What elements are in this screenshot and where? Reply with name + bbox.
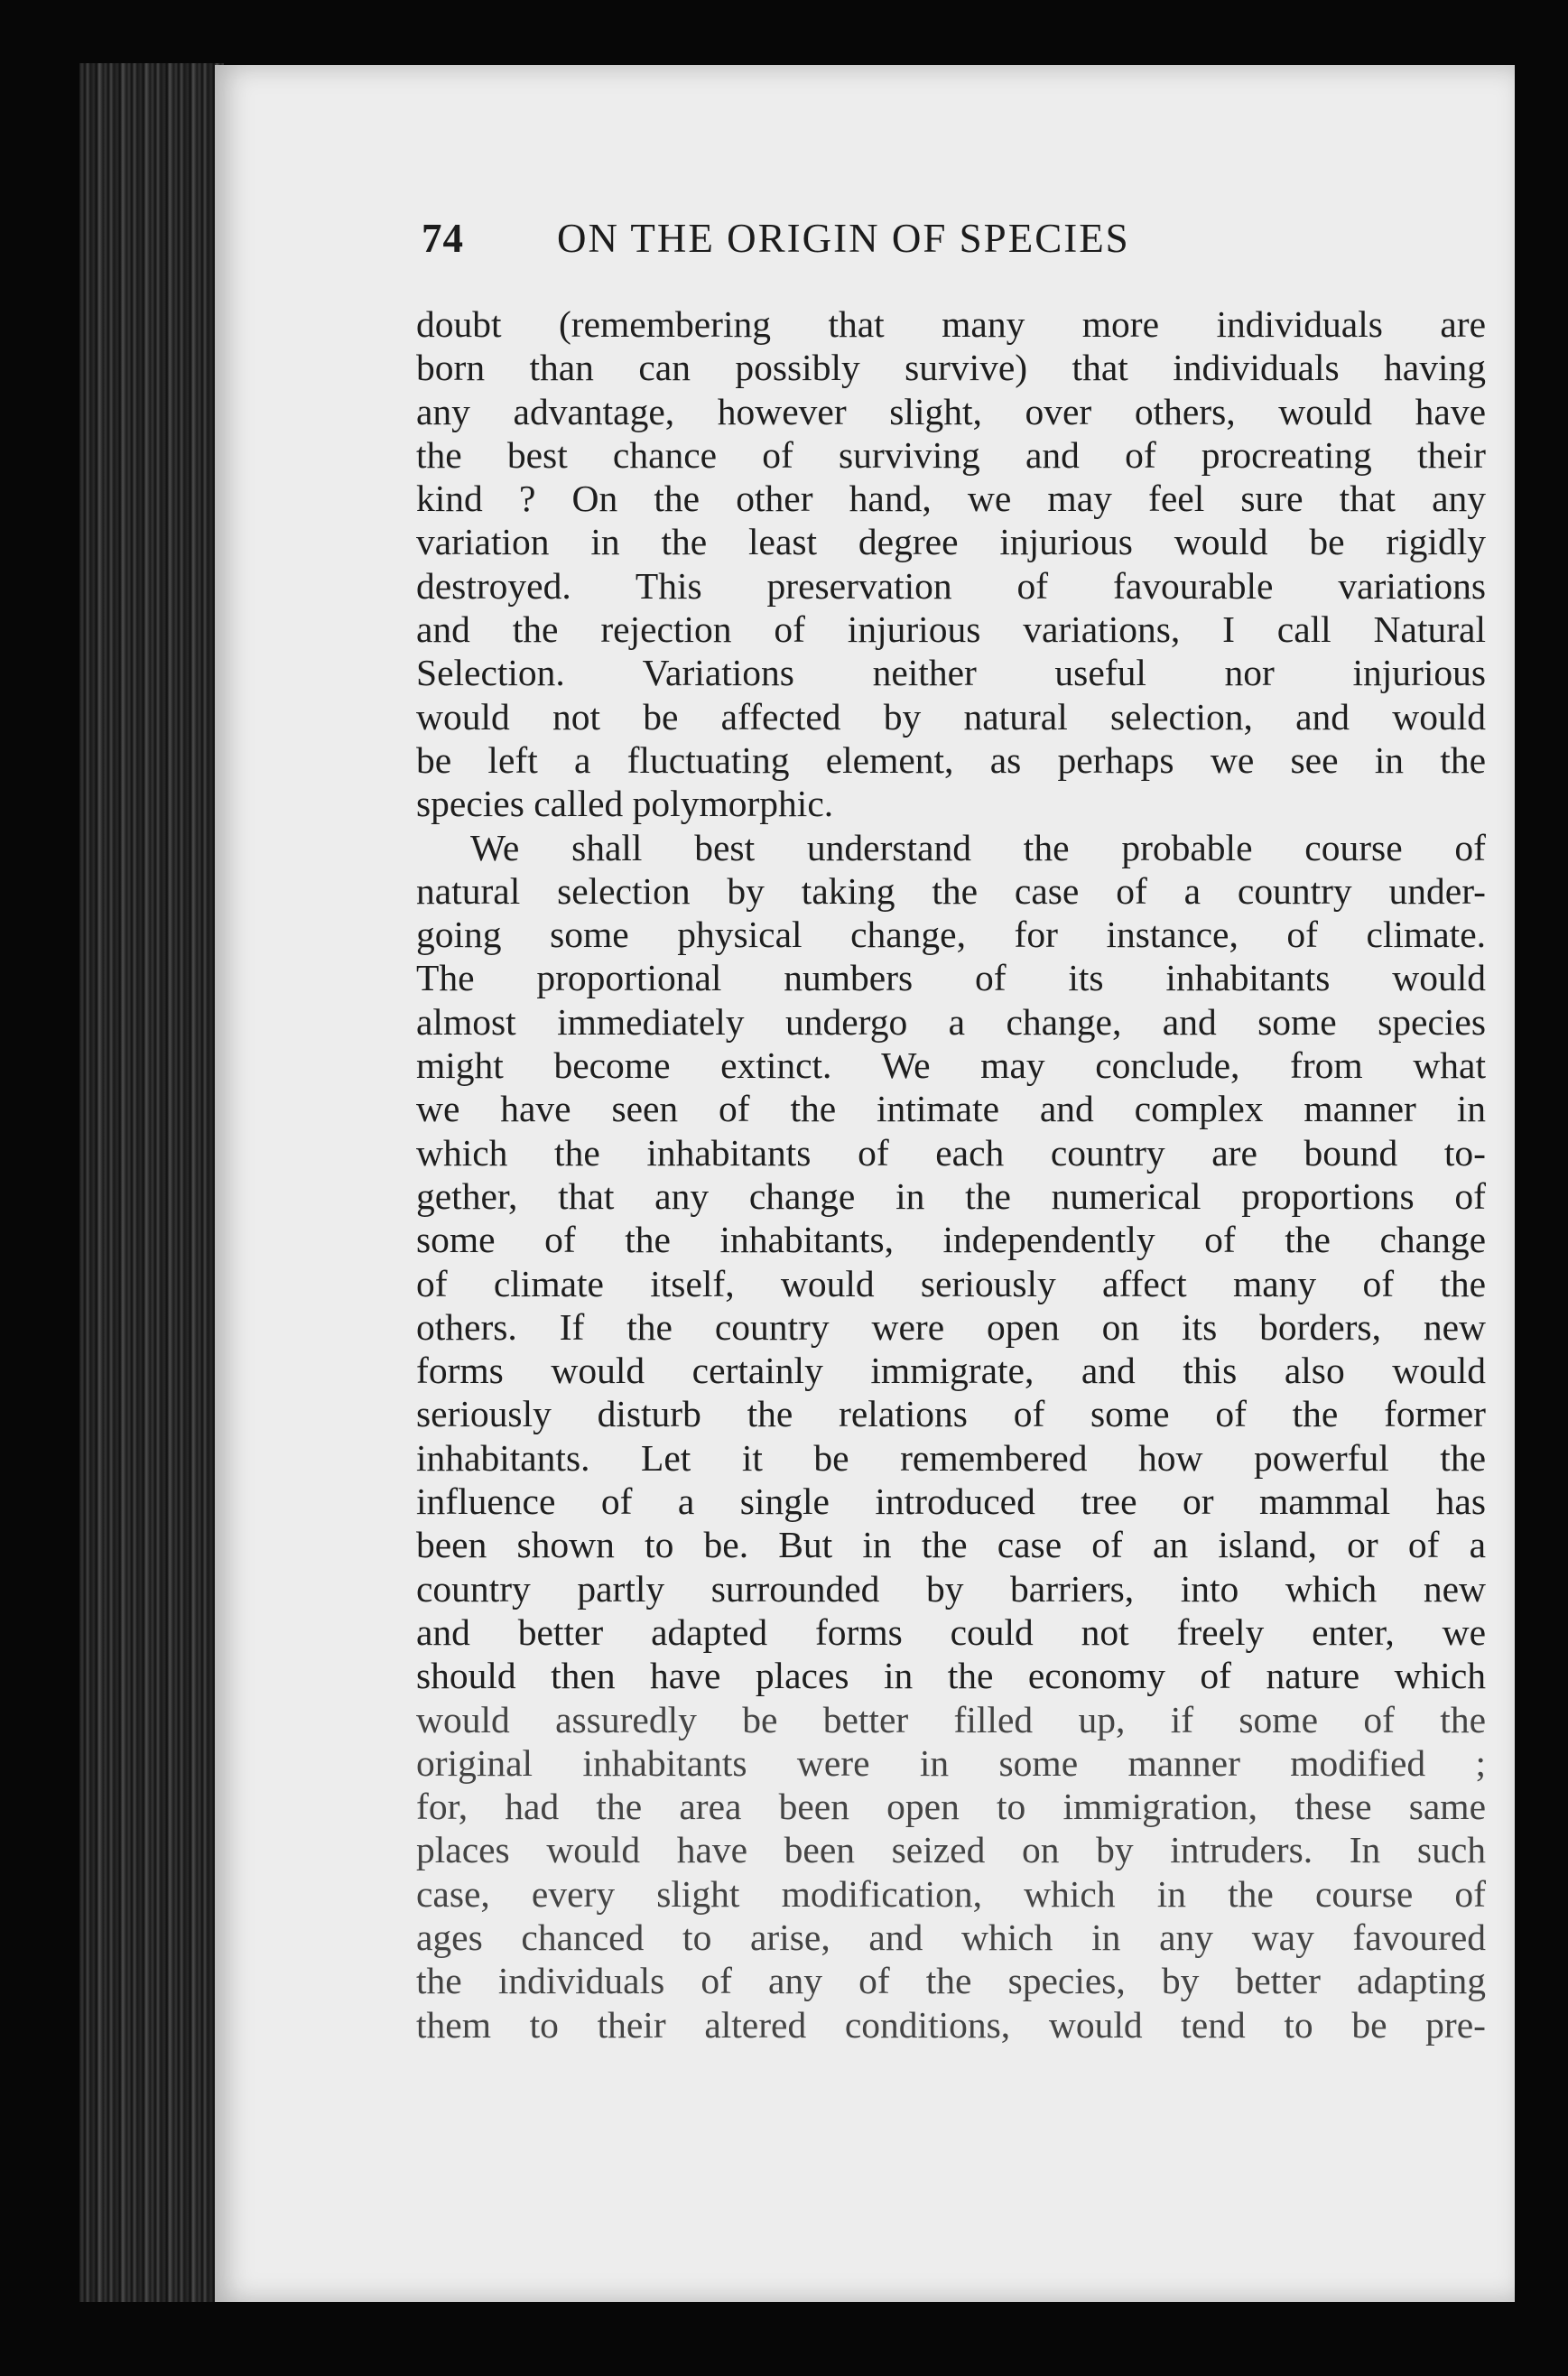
text-line: which the inhabitants of each country are bound to- [416, 1131, 1486, 1174]
text-line: would assuredly be better filled up, if some of the [416, 1698, 1486, 1740]
text-line: almost immediately undergo a change, and some species [416, 1000, 1486, 1043]
text-line: places would have been seized on by intruders. In such [416, 1829, 1486, 1871]
text-line: going some physical change, for instance, of climate. [416, 914, 1486, 956]
text-line: country partly surrounded by barriers, into which new [416, 1567, 1486, 1610]
paragraph-2 [416, 826, 1486, 2047]
page-number: 74 [422, 216, 464, 261]
text-line: should then have places in the economy of nature which [416, 1655, 1486, 1697]
text-line: of climate itself, would seriously affect many of the [416, 1262, 1486, 1304]
text-line: the individuals of any of the species, by better adapting [416, 1960, 1486, 2002]
text-line: inhabitants. Let it be remembered how powerful the [416, 1436, 1486, 1479]
text-line: the best chance of surviving and of procreating their [416, 433, 1486, 476]
text-line: others. If the country were open on its borders, new [416, 1305, 1486, 1348]
text-line: Selection. Variations neither useful nor injurious [416, 652, 1486, 694]
text-line: gether, that any change in the numerical proportions of [416, 1174, 1486, 1217]
text-line: for, had the area been open to immigration, these same [416, 1786, 1486, 1828]
text-line: original inhabitants were in some manner modified ; [416, 1741, 1486, 1784]
text-line: any advantage, however slight, over others, would have [416, 390, 1486, 432]
text-line: and better adapted forms could not freely enter, we [416, 1610, 1486, 1653]
text-line: natural selection by taking the case of a country under- [416, 869, 1486, 912]
text-line: would not be affected by natural selection, and would [416, 695, 1486, 738]
text-line: been shown to be. But in the case of an island, or of a [416, 1524, 1486, 1566]
running-head [422, 215, 1505, 278]
text-line: some of the inhabitants, independently of the change [416, 1219, 1486, 1261]
text-line: born than can possibly survive) that individuals having [416, 347, 1486, 389]
text-line: We shall best understand the probable course of [470, 826, 1486, 868]
text-line: doubt (remembering that many more individuals are [416, 303, 1486, 345]
text-line: influence of a single introduced tree or mammal has [416, 1480, 1486, 1523]
text-line: case, every slight modification, which in the course of [416, 1872, 1486, 1915]
text-line: forms would certainly immigrate, and this also would [416, 1350, 1486, 1392]
text-line: variation in the least degree injurious would be rigidly [416, 521, 1486, 563]
text-line: ages chanced to arise, and which in any way favoured [416, 1916, 1486, 1958]
text-line: The proportional numbers of its inhabitants would [416, 957, 1486, 999]
body-text [416, 302, 1486, 2047]
text-line: kind ? On the other hand, we may feel sure that any [416, 478, 1486, 520]
text-line: destroyed. This preservation of favourable variations [416, 564, 1486, 607]
text-line: species called polymorphic. [416, 783, 834, 825]
text-line: them to their altered conditions, would tend to be pre- [416, 2003, 1486, 2046]
text-line: and the rejection of injurious variations, I call Natural [416, 608, 1486, 651]
text-line: seriously disturb the relations of some of the former [416, 1393, 1486, 1435]
book-page-edges [79, 63, 224, 2302]
text-line: we have seen of the intimate and complex manner in [416, 1088, 1486, 1130]
text-line: be left a fluctuating element, as perhaps we see in the [416, 738, 1486, 781]
paragraph-1 [416, 302, 1486, 826]
running-title: ON THE ORIGIN OF SPECIES [557, 216, 1130, 261]
text-line: might become extinct. We may conclude, from what [416, 1044, 1486, 1087]
